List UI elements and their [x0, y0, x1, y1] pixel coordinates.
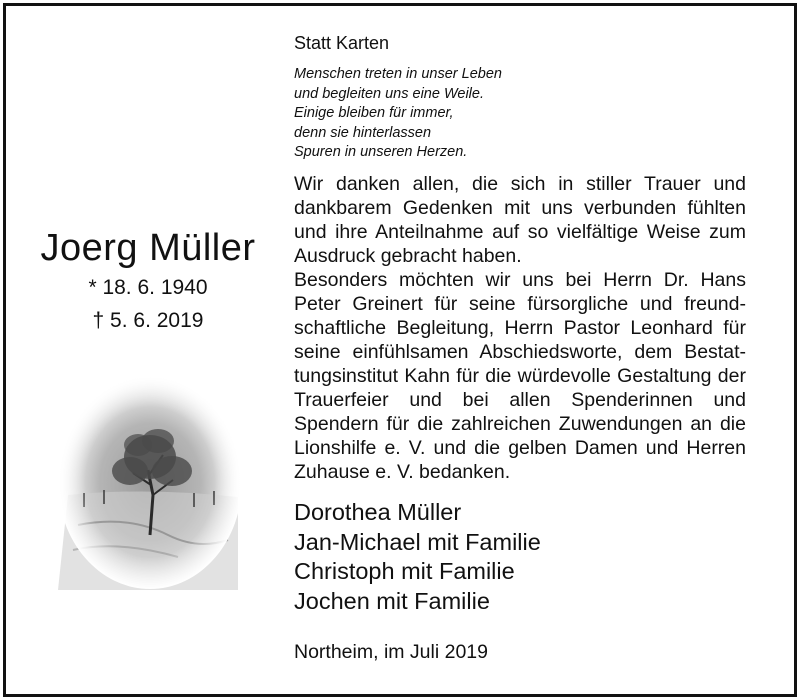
birth-date: * 18. 6. 1940: [88, 276, 208, 299]
poem-line: und begleiten uns eine Weile.: [294, 85, 484, 102]
signer-name: Christoph mit Familie: [294, 558, 515, 584]
acknowledgements-paragraph: Besonders möchten wir uns bei Herrn Dr. Hans Peter Greinert für seine fürsorgliche und freundschaftliche Begleitung, Herrn Pastor Leonhard für seine einfühlsamen Abschiedsworte, dem Bestattungsinstitut Kahn für die würdevolle Gestaltung der Trauerfeier und bei allen Spenderinnen und Spendern für die zahlreichen Zuwendungen an die Lionshilfe e. V. und die gelben Damen und Herren Zuhause e. V. bedanken.: [294, 269, 746, 483]
signer-name: Jochen mit Familie: [294, 587, 490, 614]
poem-line: Menschen treten in unser Leben: [294, 66, 502, 82]
tree-landscape-illustration: [58, 375, 243, 590]
poem-line: Einige bleiben für immer,: [294, 105, 454, 121]
thanks-paragraph: Wir danken allen, die sich in stiller Trauer und dankbarem Gedenken mit uns verbunden fühlten und ihre Anteilnahme auf so vielfältige Weise zum Ausdruck gebracht haben.: [294, 173, 746, 267]
signer-name: Dorothea Müller: [294, 499, 462, 525]
deceased-name: Joerg Müller: [40, 227, 256, 269]
signer-name: Jan-Michael mit Familie: [294, 528, 541, 555]
poem-line: Spuren in unseren Herzen.: [294, 144, 468, 160]
poem: [294, 65, 502, 163]
signers-list: [294, 498, 541, 616]
notice-heading: Statt Karten: [294, 33, 390, 53]
place-and-date: Northeim, im Juli 2019: [294, 641, 488, 663]
death-date: † 5. 6. 2019: [92, 309, 204, 332]
deceased-block: [28, 225, 268, 337]
poem-line: denn sie hinterlassen: [294, 124, 432, 141]
